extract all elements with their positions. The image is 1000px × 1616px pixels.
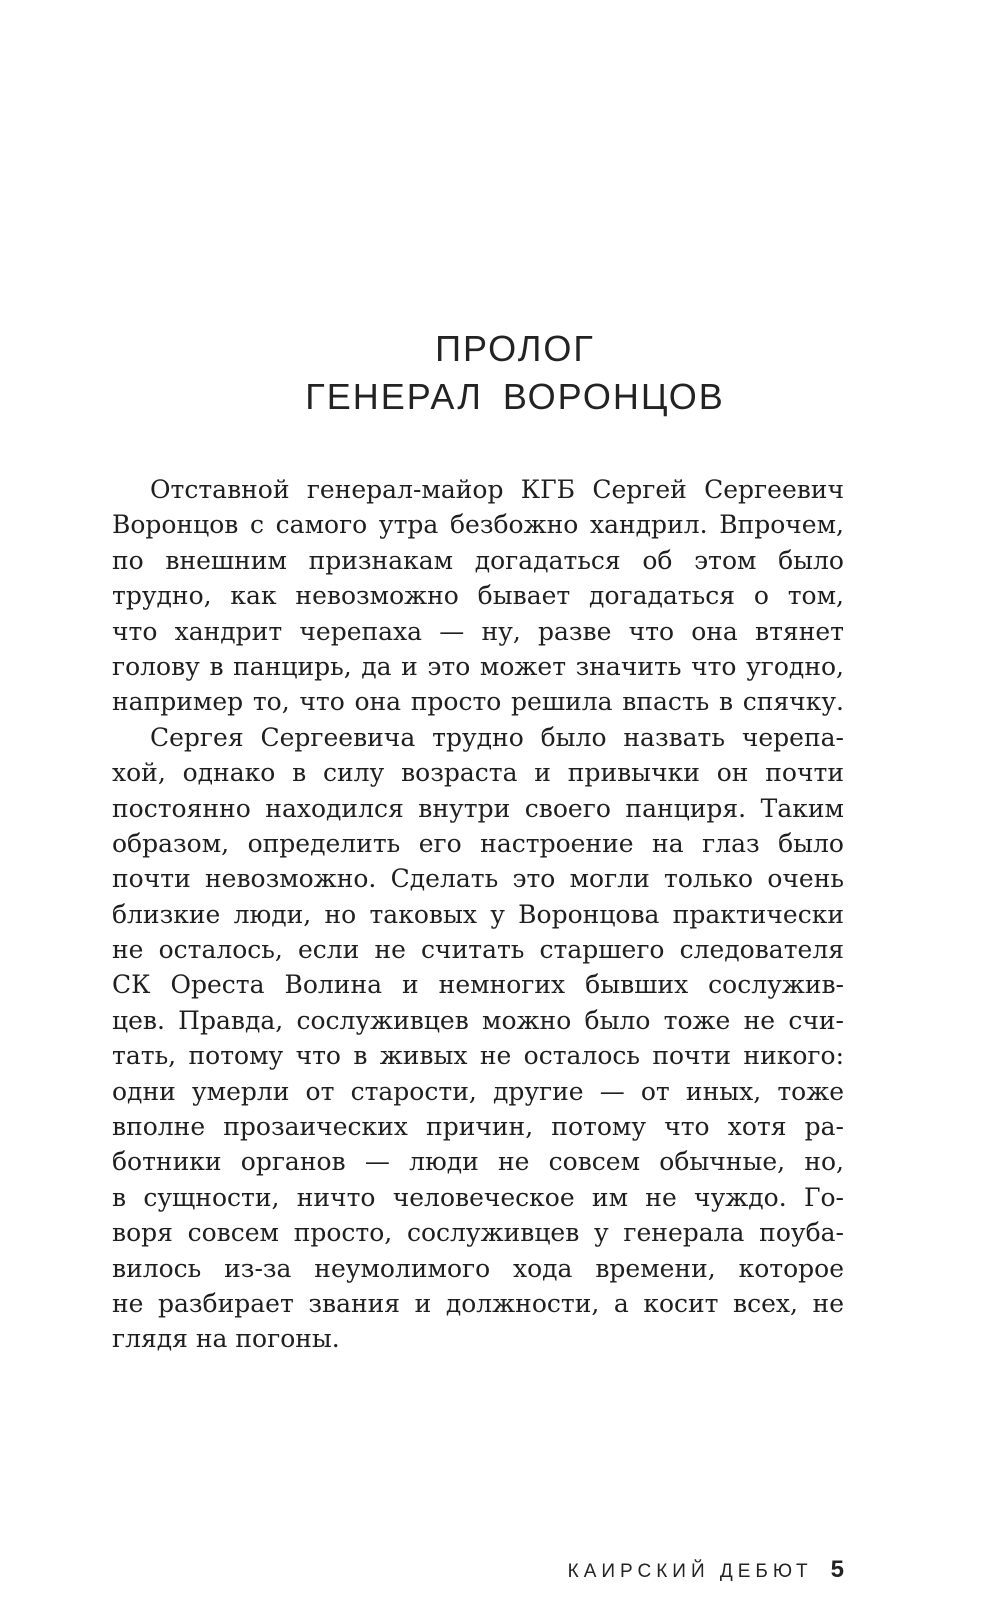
text-line: тать, потому что в живых не осталось почти никого: — [112, 1041, 844, 1071]
text-line: голову в панцирь, да и это может значить что угодно, — [112, 651, 844, 681]
text-line: что хандрит черепаха — ну, разве что она втянет — [112, 616, 844, 646]
text-line: постоянно находился внутри своего панциря. Таким — [112, 793, 844, 823]
page-number: 5 — [830, 1556, 844, 1583]
paragraph-2 — [112, 720, 844, 1357]
text-line: Сергея Сергеевича трудно было назвать черепа- — [150, 722, 844, 752]
text-line: по внешним признакам догадаться об этом было — [112, 545, 844, 575]
text-line: Отставной генерал-майор КГБ Сергей Сергеевич — [150, 475, 844, 504]
chapter-subtitle: ГЕНЕРАЛ ВОРОНЦОВ — [305, 376, 725, 417]
text-line: трудно, как невозможно бывает догадаться о том, — [112, 581, 844, 611]
running-title: КАИРСКИЙ ДЕБЮТ — [567, 1561, 813, 1582]
text-line: в сущности, ничто человеческое им не чуждо. Го- — [112, 1182, 844, 1212]
text-line: не разбирает звания и должности, а косит всех, не — [112, 1288, 844, 1318]
chapter-title: ПРОЛОГ — [435, 328, 595, 369]
page-footer — [568, 1556, 844, 1584]
text-line: вилось из-за неумолимого хода времени, которое — [112, 1253, 844, 1283]
text-line: например то, что она просто решила впасть в спячку. — [112, 687, 844, 717]
text-line: почти невозможно. Сделать это могли только очень — [112, 864, 844, 894]
text-line: СК Ореста Волина и немногих бывших сослужив- — [112, 970, 844, 1000]
text-line: вполне прозаических причин, потому что хотя ра- — [112, 1112, 844, 1142]
chapter-heading — [0, 326, 1000, 420]
text-line: ботники органов — люди не совсем обычные, но, — [112, 1147, 844, 1177]
text-line: хой, однако в силу возраста и привычки он почти — [112, 758, 844, 788]
body-text — [112, 472, 844, 1357]
text-line: образом, определить его настроение на глаз было — [112, 828, 844, 858]
text-line: Воронцов с самого утра безбожно хандрил. Впрочем, — [112, 510, 844, 540]
text-line: не осталось, если не считать старшего следователя — [112, 935, 844, 965]
paragraph-1 — [112, 472, 844, 720]
text-line: глядя на погоны. — [112, 1324, 340, 1354]
text-line: близкие люди, но таковых у Воронцова практически — [112, 899, 844, 929]
text-line: одни умерли от старости, другие — от иных, тоже — [112, 1076, 844, 1106]
text-line: воря совсем просто, сослуживцев у генерала поуба- — [112, 1218, 844, 1248]
text-line: цев. Правда, сослуживцев можно было тоже не счи- — [112, 1005, 844, 1035]
